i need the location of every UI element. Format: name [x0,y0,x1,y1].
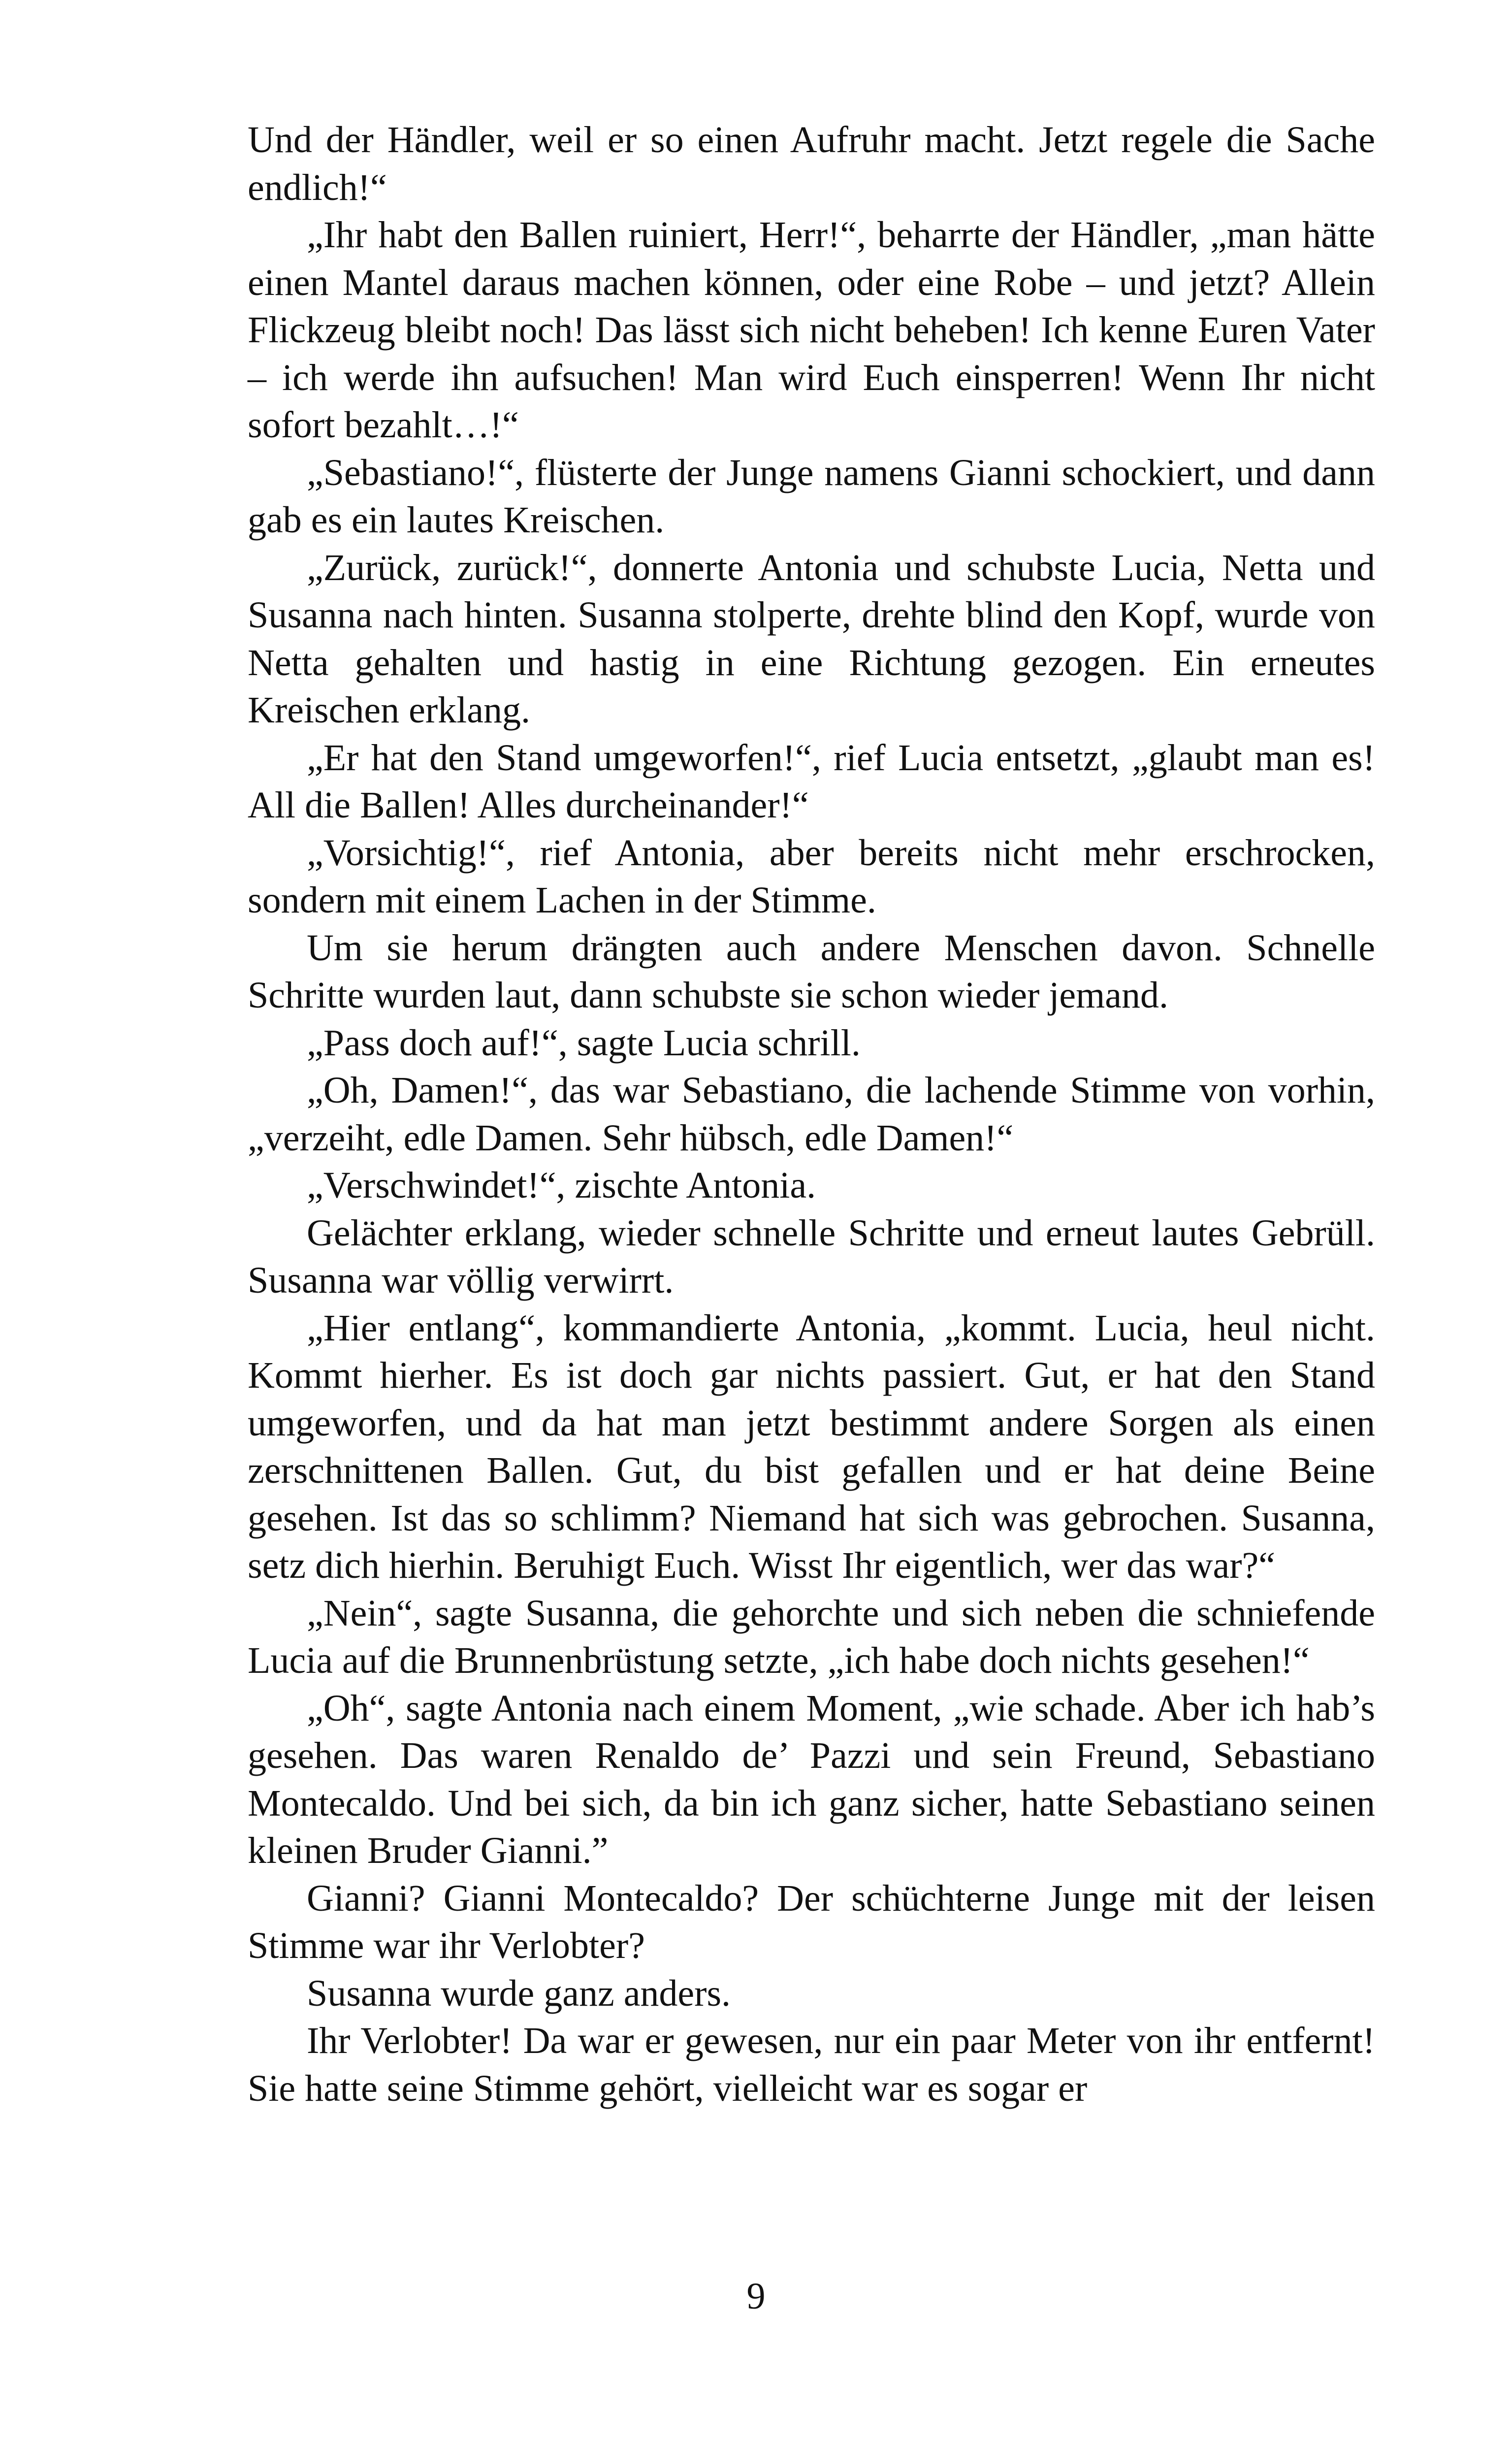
paragraph: Um sie herum drängten auch andere Menschen davon. Schnelle Schritte wurden laut, dann schubste sie schon wieder jemand. [248,927,1375,1016]
paragraph: „Zurück, zurück!“, donnerte Antonia und schubste Lucia, Netta und Susanna nach hinten. Susanna stolperte, drehte blind den Kopf, wurde von Netta gehalten und hastig in eine Richtung gezogen. Ein erneutes Kreischen erklang. [248,547,1375,731]
paragraph: Gelächter erklang, wieder schnelle Schritte und erneut lautes Gebrüll. Susanna war völlig verwirrt. [248,1212,1375,1301]
paragraph: Und der Händler, weil er so einen Aufruhr macht. Jetzt regele die Sache endlich!“ [248,119,1375,208]
paragraph: „Ihr habt den Ballen ruiniert, Herr!“, beharrte der Händler, „man hätte einen Mantel daraus machen können, oder eine Robe – und jetzt? Allein Flickzeug bleibt noch! Das lässt sich nicht beheben! Ich kenne Euren Vater – ich werde ihn aufsuchen! Man wird Euch einsperren! Wenn Ihr nicht sofort bezahlt…!“ [248,214,1375,446]
paragraph: „Er hat den Stand umgeworfen!“, rief Lucia entsetzt, „glaubt man es! All die Ballen! Alles durcheinander!“ [248,737,1375,826]
page-number: 9 [746,2276,766,2317]
paragraph: Gianni? Gianni Montecaldo? Der schüchterne Junge mit der leisen Stimme war ihr Verlobter? [248,1877,1375,1966]
paragraph: Ihr Verlobter! Da war er gewesen, nur ein paar Meter von ihr entfernt! Sie hatte seine Stimme gehört, vielleicht war es sogar er [248,2020,1375,2109]
paragraph: „Pass doch auf!“, sagte Lucia schrill. [307,1022,861,1064]
body-text [248,116,1375,2112]
paragraph: „Oh“, sagte Antonia nach einem Moment, „wie schade. Aber ich hab’s gesehen. Das waren Renaldo de’ Pazzi und sein Freund, Sebastiano Montecaldo. Und bei sich, da bin ich ganz sicher, hatte Sebastiano seinen kleinen Bruder Gianni.” [248,1687,1375,1871]
paragraph: „Sebastiano!“, flüsterte der Junge namens Gianni schockiert, und dann gab es ein lautes Kreischen. [248,452,1375,541]
paragraph: „Vorsichtig!“, rief Antonia, aber bereits nicht mehr erschrocken, sondern mit einem Lachen in der Stimme. [248,832,1375,921]
paragraph: Susanna wurde ganz anders. [307,1972,731,2014]
paragraph: „Nein“, sagte Susanna, die gehorchte und sich neben die schniefende Lucia auf die Brunnenbrüstung setzte, „ich habe doch nichts gesehen!“ [248,1592,1375,1681]
paragraph: „Verschwindet!“, zischte Antonia. [307,1165,816,1206]
paragraph: „Oh, Damen!“, das war Sebastiano, die lachende Stimme von vorhin, „verzeiht, edle Damen. Sehr hübsch, edle Damen!“ [248,1070,1375,1159]
paragraph: „Hier entlang“, kommandierte Antonia, „kommt. Lucia, heul nicht. Kommt hierher. Es ist doch gar nichts passiert. Gut, er hat den Stand umgeworfen, und da hat man jetzt bestimmt andere Sorgen als einen zerschnittenen Ballen. Gut, du bist gefallen und er hat deine Beine gesehen. Ist das so schlimm? Niemand hat sich was gebrochen. Susanna, setz dich hierhin. Beruhigt Euch. Wisst Ihr eigentlich, wer das war?“ [248,1307,1375,1586]
